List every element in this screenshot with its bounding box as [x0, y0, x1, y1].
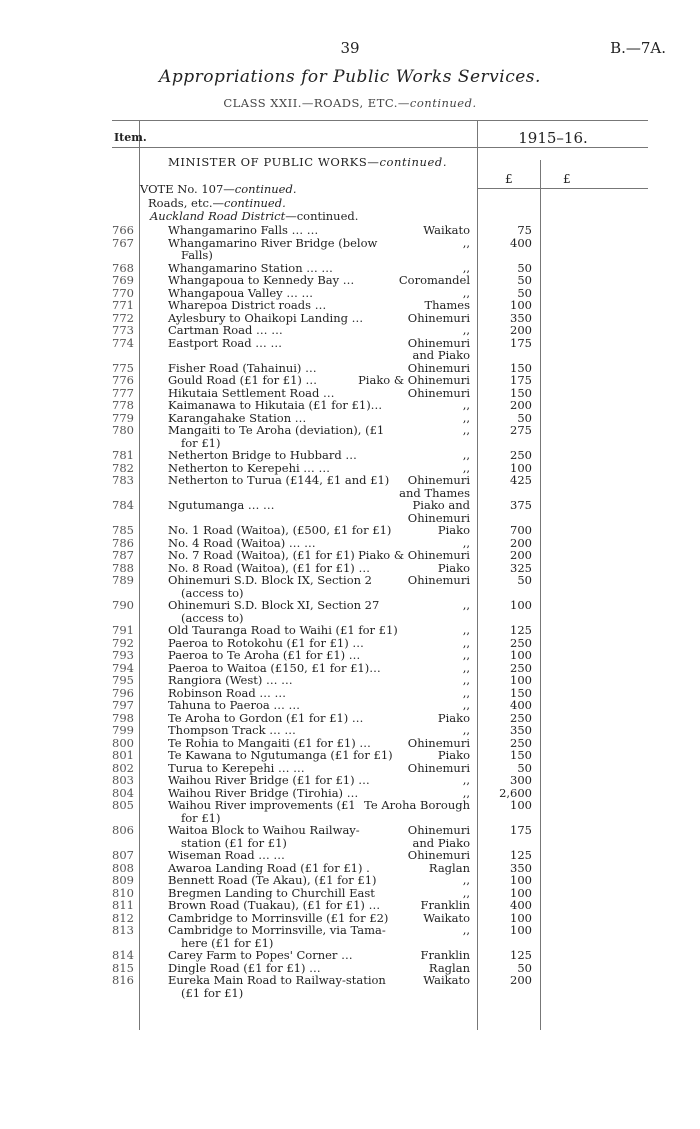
item-district: Coromandel: [398, 273, 470, 287]
item-description: Fisher Road (Tahainui) …: [168, 360, 317, 375]
item-description: Mangaiti to Te Aroha (deviation), (£1: [168, 423, 385, 437]
pound-rule: [477, 188, 648, 189]
vote-main: VOTE No. 107—: [140, 182, 235, 196]
item-number: 793: [112, 648, 134, 662]
item-description: No. 8 Road (Waitoa), (£1 for £1) …: [168, 560, 370, 575]
item-district: Raglan: [428, 860, 470, 875]
item-number: 804: [112, 785, 134, 800]
item-district: Ohinemuri: [407, 335, 470, 350]
item-amount: 150: [510, 385, 532, 400]
item-district: ,,: [462, 885, 470, 900]
document-reference: B.—7A.: [610, 39, 666, 57]
item-amount: 50: [517, 285, 532, 300]
item-amount: 700: [510, 523, 532, 537]
item-description: Tahuna to Paeroa … …: [168, 698, 301, 712]
item-description-cont: (£1 for £1): [181, 985, 244, 1000]
district-continued: —continued.: [285, 209, 359, 223]
item-district: ,,: [462, 923, 470, 937]
item-description: Whangamarino Falls … …: [168, 223, 319, 237]
item-description: Dingle Road (£1 for £1) …: [168, 960, 321, 975]
item-description-cont: here (£1 for £1): [181, 935, 274, 950]
item-amount: 250: [510, 735, 532, 750]
item-number: 813: [112, 923, 134, 937]
item-number: 769: [112, 273, 134, 287]
item-amount: 275: [510, 423, 532, 437]
item-description: No. 4 Road (Waitoa) … …: [168, 535, 316, 550]
item-district: ,,: [462, 785, 470, 800]
item-amount: 400: [510, 235, 532, 250]
item-amount: 175: [510, 373, 532, 387]
item-number: 803: [112, 773, 134, 787]
item-district: ,,: [462, 410, 470, 425]
item-district: Ohinemuri: [407, 360, 470, 375]
item-description: Old Tauranga Road to Waihi (£1 for £1): [168, 623, 398, 637]
item-number: 770: [112, 285, 134, 300]
item-number: 786: [112, 535, 134, 550]
item-number: 788: [112, 560, 134, 575]
item-description: Whangamarino Station … …: [168, 260, 333, 275]
item-amount: 100: [510, 460, 532, 475]
item-number: 798: [112, 710, 134, 725]
item-description: Robinson Road … …: [168, 685, 287, 700]
item-description: Waihou River Bridge (Tirohia) …: [168, 785, 359, 800]
item-amount: 150: [510, 748, 532, 762]
page-number: 39: [340, 39, 360, 57]
item-number: 790: [112, 598, 134, 612]
item-amount: 100: [510, 648, 532, 662]
district-main: Auckland Road District: [150, 209, 286, 223]
item-number: 766: [112, 223, 134, 237]
item-district: Ohinemuri: [407, 848, 470, 862]
item-amount: 350: [510, 310, 532, 325]
item-district: Ohinemuri: [407, 310, 470, 325]
item-description: Waihou River Bridge (£1 for £1) …: [168, 773, 370, 787]
item-description: Kaimanawa to Hikutaia (£1 for £1)…: [168, 398, 383, 412]
subtitle-continued: continued.: [409, 96, 477, 110]
item-description: Paeroa to Te Aroha (£1 for £1) …: [168, 648, 361, 662]
item-amount: 425: [510, 473, 532, 487]
item-amount: 200: [510, 323, 532, 337]
amount-column-rule-mid: [540, 160, 541, 1030]
top-rule: [112, 120, 648, 121]
item-number: 776: [112, 373, 134, 387]
item-number: 808: [112, 860, 134, 875]
item-amount: 100: [510, 798, 532, 812]
item-column-header: Item.: [114, 131, 147, 144]
item-district: Piako: [437, 523, 470, 537]
item-district: ,,: [462, 460, 470, 475]
item-description: Whangamarino River Bridge (below: [168, 235, 378, 250]
item-number: 797: [112, 698, 134, 712]
item-amount: 150: [510, 685, 532, 700]
item-number: 785: [112, 523, 134, 537]
item-amount: 175: [510, 823, 532, 837]
item-number: 777: [112, 385, 134, 400]
item-description: Paeroa to Rotokohu (£1 for £1) …: [168, 635, 364, 650]
item-number: 768: [112, 260, 134, 275]
item-description: Wharepoa District roads …: [168, 298, 327, 312]
item-number: 805: [112, 798, 134, 812]
item-number: 811: [112, 898, 134, 912]
item-description: Bennett Road (Te Akau), (£1 for £1): [168, 873, 377, 887]
item-number: 795: [112, 673, 134, 687]
item-number: 774: [112, 335, 134, 350]
item-description: Eastport Road … …: [168, 335, 282, 350]
item-district: Ohinemuri: [407, 760, 470, 775]
item-amount: 250: [510, 635, 532, 650]
item-number: 792: [112, 635, 134, 650]
item-number: 810: [112, 885, 134, 900]
item-amount: 250: [510, 448, 532, 462]
item-district: Thames: [424, 298, 470, 312]
item-description: Whangapoua Valley … …: [168, 285, 313, 300]
item-amount: 200: [510, 535, 532, 550]
item-description: Aylesbury to Ohaikopi Landing …: [168, 310, 364, 325]
item-district: ,,: [462, 635, 470, 650]
item-description-cont: (access to): [181, 585, 244, 600]
item-amount: 325: [510, 560, 532, 575]
item-amount: 200: [510, 548, 532, 562]
item-amount: 100: [510, 673, 532, 687]
item-description: Whangapoua to Kennedy Bay …: [168, 273, 355, 287]
item-amount: 50: [517, 960, 532, 975]
item-amount: 250: [510, 710, 532, 725]
item-number: 778: [112, 398, 134, 412]
item-number: 787: [112, 548, 134, 562]
item-district: ,,: [462, 673, 470, 687]
item-amount: 100: [510, 885, 532, 900]
item-amount: 400: [510, 698, 532, 712]
item-district: Piako: [437, 748, 470, 762]
item-district-cont: and Thames: [399, 485, 470, 500]
item-number: 767: [112, 235, 134, 250]
minister-continued: continued.: [379, 155, 448, 169]
page-title: Appropriations for Public Works Services.: [159, 67, 541, 87]
item-amount: 100: [510, 298, 532, 312]
vote-continued: continued.: [234, 182, 297, 196]
item-district: Ohinemuri: [407, 823, 470, 837]
item-district: ,,: [462, 285, 470, 300]
item-description: Paeroa to Waitoa (£150, £1 for £1)…: [168, 660, 381, 675]
item-amount: 125: [510, 623, 532, 637]
item-number: 784: [112, 498, 134, 512]
item-description: Awaroa Landing Road (£1 for £1) .: [168, 860, 370, 875]
item-district: Waikato: [423, 910, 470, 925]
item-amount: 300: [510, 773, 532, 787]
item-district: Raglan: [428, 960, 470, 975]
item-district: ,,: [462, 623, 470, 637]
item-description: Ohinemuri S.D. Block XI, Section 27: [168, 598, 380, 612]
roads-continued: continued.: [224, 196, 286, 210]
item-number: 775: [112, 360, 134, 375]
item-description: Turua to Kerepehi … …: [168, 760, 305, 775]
item-description: Bregmen Landing to Churchill East: [168, 885, 375, 900]
item-amount: 50: [517, 410, 532, 425]
item-district: Piako and: [412, 498, 470, 512]
item-number: 799: [112, 723, 134, 737]
item-district: Piako & Ohinemuri: [358, 373, 470, 387]
item-description: Eureka Main Road to Railway-station: [168, 973, 386, 987]
item-amount: 250: [510, 660, 532, 675]
item-district: ,,: [462, 660, 470, 675]
item-number: 782: [112, 460, 134, 475]
item-district: ,,: [462, 235, 470, 250]
item-description: Waitoa Block to Waihou Railway-: [168, 823, 360, 837]
item-description: Cambridge to Morrinsville, via Tama-: [168, 923, 386, 937]
item-district: Waikato: [423, 973, 470, 987]
item-description: Te Rohia to Mangaiti (£1 for £1) …: [168, 735, 371, 750]
item-amount: 50: [517, 273, 532, 287]
item-description: Thompson Track … …: [168, 723, 296, 737]
item-district: ,,: [462, 423, 470, 437]
item-district: ,,: [462, 873, 470, 887]
item-district: ,,: [462, 648, 470, 662]
item-number: 801: [112, 748, 134, 762]
item-description: Karangahake Station …: [168, 410, 307, 425]
subtitle-main: CLASS XXII.—ROADS, ETC.—: [223, 96, 410, 110]
roads-heading: [148, 196, 286, 210]
item-district: ,,: [462, 685, 470, 700]
item-amount: 50: [517, 573, 532, 587]
item-description: Ngutumanga … …: [168, 498, 275, 512]
item-district: ,,: [462, 698, 470, 712]
item-district: Waikato: [423, 223, 470, 237]
item-description: Netherton Bridge to Hubbard …: [168, 448, 357, 462]
item-number: 802: [112, 760, 134, 775]
item-description: No. 1 Road (Waitoa), (£500, £1 for £1): [168, 523, 392, 537]
item-amount: 150: [510, 360, 532, 375]
item-number: 814: [112, 948, 134, 962]
item-description: Brown Road (Tuakau), (£1 for £1) …: [168, 898, 381, 912]
item-description-cont: (access to): [181, 610, 244, 625]
item-amount: 100: [510, 923, 532, 937]
item-district: Franklin: [420, 948, 470, 962]
item-description: Te Kawana to Ngutumanga (£1 for £1): [168, 748, 393, 762]
item-district: Ohinemuri: [407, 573, 470, 587]
item-description: Cartman Road … …: [168, 323, 283, 337]
item-amount: 2,600: [499, 785, 532, 800]
item-district: ,,: [462, 535, 470, 550]
item-description: Waihou River improvements (£1: [168, 798, 356, 812]
item-description: Gould Road (£1 for £1) …: [168, 373, 318, 387]
item-district-cont: and Piako: [412, 835, 470, 850]
item-amount: 175: [510, 335, 532, 350]
item-description: Rangiora (West) … …: [168, 673, 293, 687]
item-number: 815: [112, 960, 134, 975]
item-number: 779: [112, 410, 134, 425]
item-number: 794: [112, 660, 134, 675]
item-district: ,,: [462, 323, 470, 337]
item-district: Te Aroha Borough: [364, 798, 470, 812]
item-number: 812: [112, 910, 134, 925]
item-district-cont: Ohinemuri: [407, 510, 470, 525]
item-district-cont: and Piako: [412, 348, 470, 362]
item-number: 816: [112, 973, 134, 987]
item-district: ,,: [462, 398, 470, 412]
item-number: 791: [112, 623, 134, 637]
item-district: Franklin: [420, 898, 470, 912]
item-description-cont: for £1): [181, 435, 221, 450]
item-amount: 100: [510, 873, 532, 887]
item-number: 807: [112, 848, 134, 862]
class-subtitle: [0, 96, 700, 110]
vote-heading: [140, 182, 297, 196]
year-column-header: 1915–16.: [518, 129, 588, 147]
item-description: Netherton to Kerepehi … …: [168, 460, 330, 475]
item-amount: 125: [510, 848, 532, 862]
item-amount: 200: [510, 973, 532, 987]
minister-heading: [168, 155, 447, 169]
item-district: ,,: [462, 723, 470, 737]
item-district: ,,: [462, 448, 470, 462]
minister-main: MINISTER OF PUBLIC WORKS—: [168, 155, 380, 169]
item-district: Ohinemuri: [407, 735, 470, 750]
district-heading: [150, 209, 358, 223]
item-amount: 50: [517, 760, 532, 775]
item-description: Carey Farm to Popes' Corner …: [168, 948, 353, 962]
item-amount: 100: [510, 910, 532, 925]
item-description: Netherton to Turua (£144, £1 and £1): [168, 473, 390, 487]
item-number: 783: [112, 473, 134, 487]
item-amount: 100: [510, 598, 532, 612]
item-number: 800: [112, 735, 134, 750]
item-number: 789: [112, 573, 134, 587]
item-number: 809: [112, 873, 134, 887]
item-district: ,,: [462, 260, 470, 275]
item-description: Cambridge to Morrinsville (£1 for £2): [168, 910, 389, 925]
item-number: 806: [112, 823, 134, 837]
item-number: 771: [112, 298, 134, 312]
item-number: 796: [112, 685, 134, 700]
item-amount: 50: [517, 260, 532, 275]
item-column-rule: [139, 120, 140, 1030]
item-amount: 125: [510, 948, 532, 962]
item-district: Piako & Ohinemuri: [358, 548, 470, 562]
roads-main: Roads, etc.—: [148, 196, 225, 210]
item-description: Ohinemuri S.D. Block IX, Section 2: [168, 573, 372, 587]
item-district: Piako: [437, 710, 470, 725]
item-amount: 350: [510, 860, 532, 875]
item-number: 781: [112, 448, 134, 462]
item-amount: 400: [510, 898, 532, 912]
item-description-cont: for £1): [181, 810, 221, 825]
header-rule: [112, 147, 648, 148]
item-amount: 200: [510, 398, 532, 412]
item-description: Te Aroha to Gordon (£1 for £1) …: [168, 710, 364, 725]
item-number: 773: [112, 323, 134, 337]
item-description: Hikutaia Settlement Road …: [168, 385, 335, 400]
item-amount: 350: [510, 723, 532, 737]
item-number: 780: [112, 423, 134, 437]
item-amount: 75: [517, 223, 532, 237]
item-number: 772: [112, 310, 134, 325]
item-district: ,,: [462, 598, 470, 612]
item-amount: 375: [510, 498, 532, 512]
item-description-cont: station (£1 for £1): [181, 835, 287, 850]
item-district: Piako: [437, 560, 470, 575]
pound-sign-2: £: [563, 172, 571, 186]
item-description: Wiseman Road … …: [168, 848, 285, 862]
pound-sign-1: £: [505, 172, 513, 186]
item-description-cont: Falls): [181, 248, 213, 262]
item-district: Ohinemuri: [407, 385, 470, 400]
item-description: No. 7 Road (Waitoa), (£1 for £1): [168, 548, 355, 562]
item-district: Ohinemuri: [407, 473, 470, 487]
item-district: ,,: [462, 773, 470, 787]
